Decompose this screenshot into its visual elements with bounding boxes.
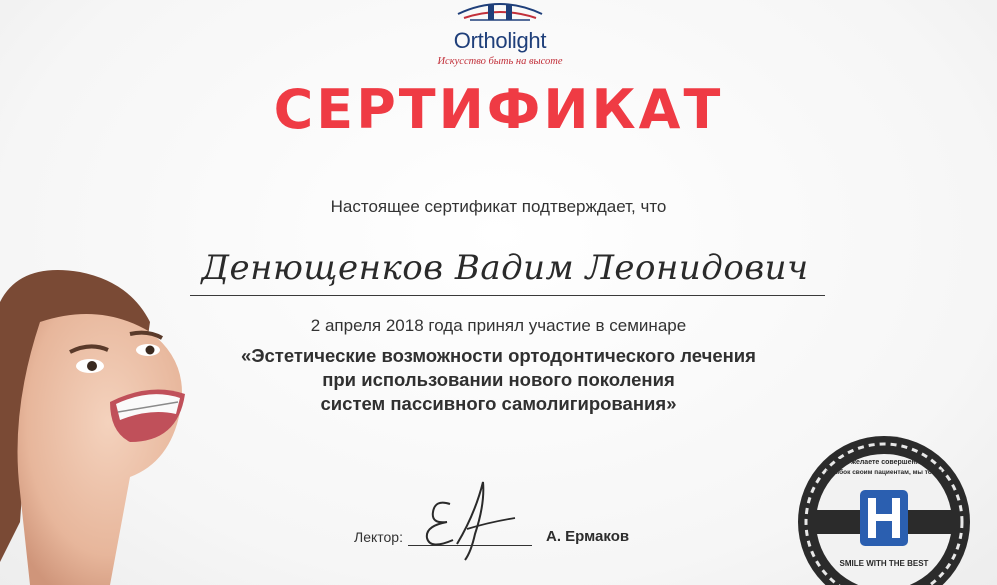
smiling-woman-image (0, 262, 230, 585)
bridge-logo-icon (450, 0, 550, 26)
logo-name: Ortholight (453, 28, 547, 53)
certificate-title: СЕРТИФИКАТ (273, 78, 724, 141)
signature-line (408, 545, 532, 546)
lector-signature (405, 474, 535, 564)
recipient-name: Денющенков Вадим Леонидович (201, 248, 809, 288)
lector-name: А. Ермаков (546, 528, 630, 545)
seal-top-text: Вы желаете совершенных (838, 459, 930, 466)
seminar-line: систем пассивного самолигирования» (320, 393, 677, 414)
ortholight-logo (420, 0, 580, 70)
lector-label: Лектор: (354, 529, 403, 545)
name-underline (190, 295, 825, 296)
seal-bottom-text: SMILE WITH THE BEST (839, 559, 929, 568)
smile-with-the-best-seal (794, 432, 974, 585)
seal-top-text: улыбок своим пациентам, мы тоже! (825, 469, 943, 476)
confirm-text: Настоящее сертификат подтверждает, что (330, 197, 667, 216)
seminar-line: при использовании нового поколения (322, 369, 675, 390)
logo-tagline: Искусство быть на высоте (437, 56, 563, 67)
seminar-line: «Эстетические возможности ортодонтического лечения (241, 345, 756, 366)
date-text: 2 апреля 2018 года принял участие в семинаре (310, 316, 687, 335)
